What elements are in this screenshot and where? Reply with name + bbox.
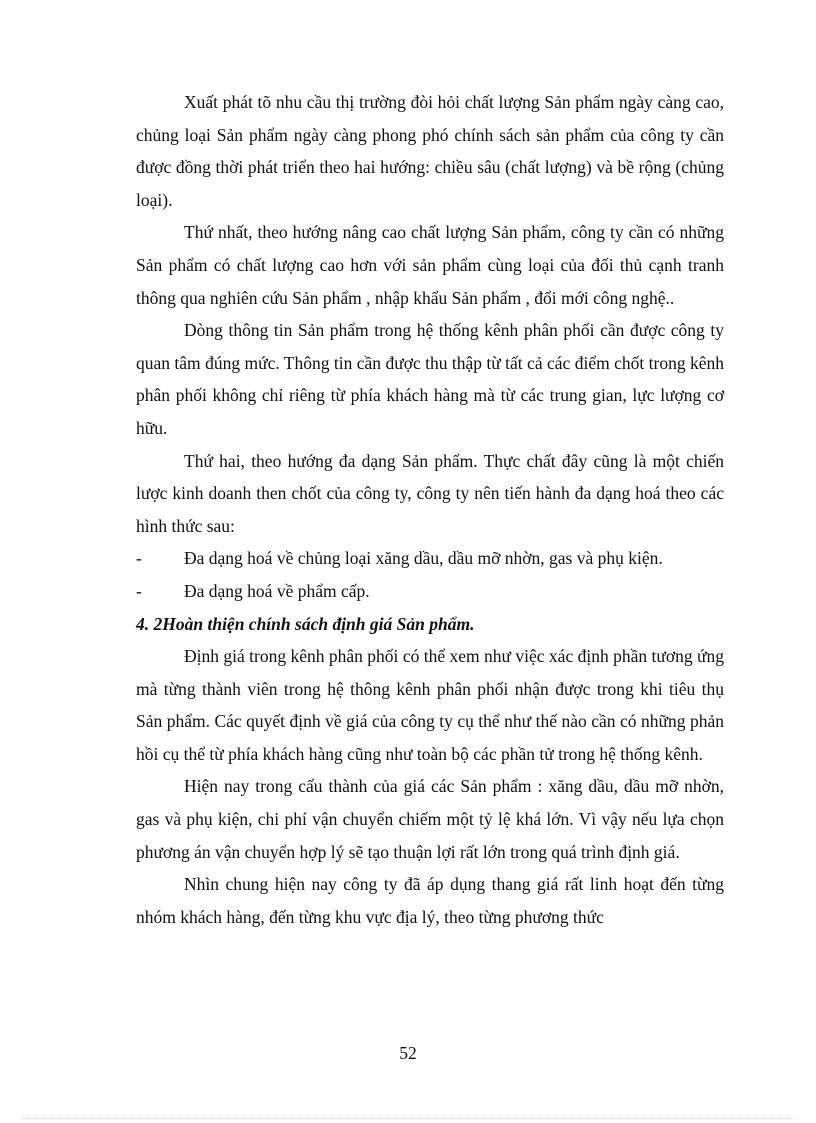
bullet-text: Đa dạng hoá về chủng loại xăng dầu, dầu mỡ nhờn, gas và phụ kiện. bbox=[184, 548, 663, 569]
paragraph: Thứ nhất, theo hướng nâng cao chất lượng Sản phẩm, công ty cần có những Sản phẩm có chất lượng cao hơn với sản phẩm cùng loại của đối thủ cạnh tranh thông qua nghiên cứu Sản phẩm , nhập khẩu Sản phẩm , đổi mới công nghệ.. bbox=[136, 222, 724, 308]
page-number: 52 bbox=[399, 1043, 417, 1063]
bullet-text: Đa dạng hoá về phẩm cấp. bbox=[184, 580, 370, 601]
paragraph: Thứ hai, theo hướng đa dạng Sản phẩm. Thực chất đây cũng là một chiến lược kinh doanh then chốt của công ty, công ty nên tiến hành đa dạng hoá theo các hình thức sau: bbox=[136, 450, 724, 536]
bullet-dash: - bbox=[136, 548, 142, 569]
paragraph: Định giá trong kênh phân phối có thể xem như việc xác định phần tương ứng mà từng thành viên trong hệ thông kênh phân phối nhận được trong khi tiêu thụ Sản phẩm. Các quyết định về giá của công ty cụ thể như thế nào cần có những phản hồi cụ thể từ phía khách hàng cũng như toàn bộ các phần tử trong hệ thống kênh. bbox=[136, 646, 724, 764]
page-bottom-divider bbox=[22, 1118, 794, 1119]
bullet-dash: - bbox=[136, 580, 142, 601]
paragraph: Dòng thông tin Sản phẩm trong hệ thống kênh phân phối cần được công ty quan tâm đúng mức. Thông tin cần được thu thập từ tất cả các điểm chốt trong kênh phân phối không chỉ riêng từ phía khách hàng mà từ các trung gian, lực lượng cơ hữu. bbox=[136, 320, 724, 438]
paragraph: Hiện nay trong cấu thành của giá các Sản phẩm : xăng dầu, dầu mỡ nhờn, gas và phụ kiện, chi phí vận chuyển chiếm một tỷ lệ khá lớn. Vì vậy nếu lựa chọn phương án vận chuyển hợp lý sẽ tạo thuận lợi rất lớn trong quá trình định giá. bbox=[136, 776, 724, 862]
section-heading: 4. 2Hoàn thiện chính sách định giá Sản phẩm. bbox=[136, 613, 475, 634]
page-body bbox=[136, 86, 724, 933]
bullet-item bbox=[136, 575, 724, 608]
bullet-item bbox=[136, 542, 724, 575]
paragraph: Xuất phát tõ nhu cầu thị trường đòi hỏi chất lượng Sản phẩm ngày càng cao, chủng loại Sản phẩm ngày càng phong phó chính sách sản phẩm của công ty cần được đồng thời phát triển theo hai hướng: chiều sâu (chất lượng) và bề rộng (chủng loại). bbox=[136, 92, 724, 210]
paragraph: Nhìn chung hiện nay công ty đã áp dụng thang giá rất linh hoạt đến từng nhóm khách hàng, đến từng khu vực địa lý, theo từng phương thức bbox=[136, 874, 724, 927]
